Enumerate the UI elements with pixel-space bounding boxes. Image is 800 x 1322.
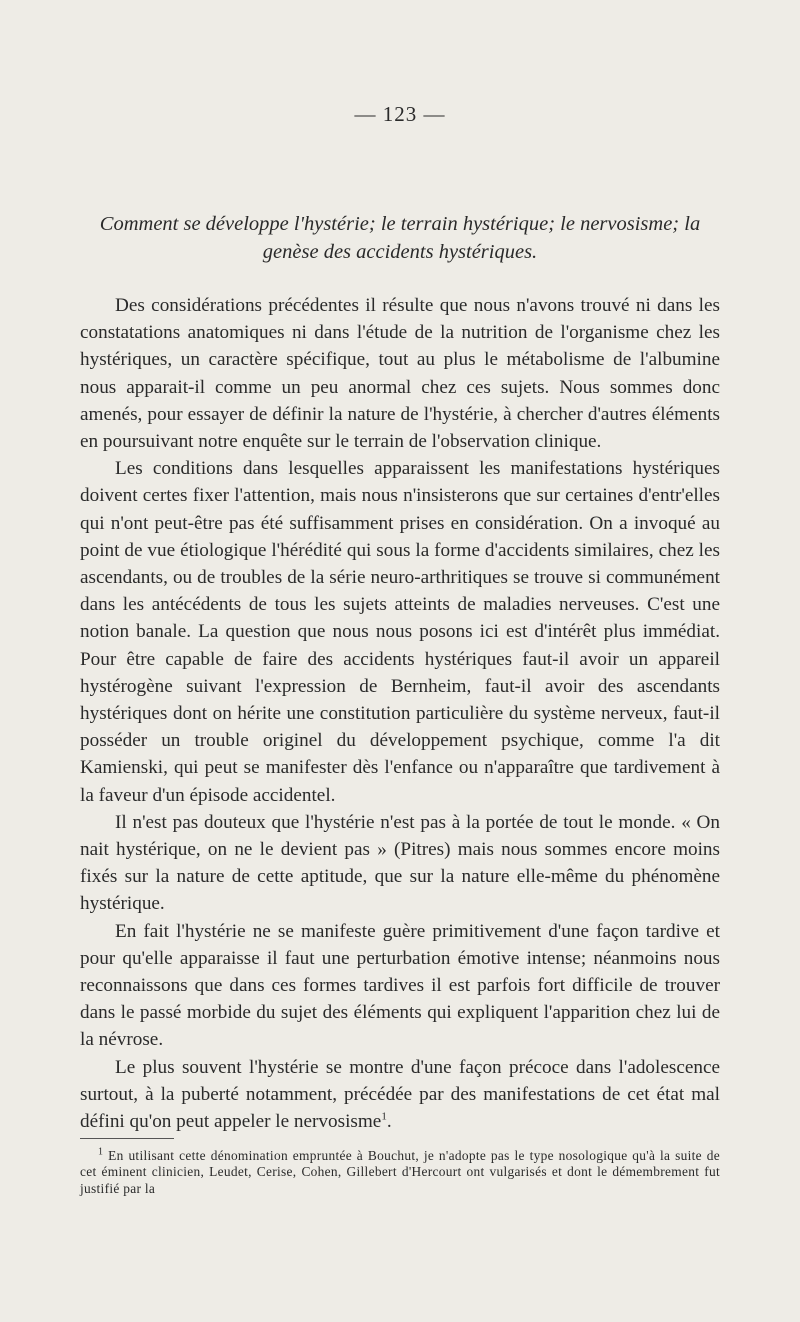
page-number: — 123 — — [354, 102, 446, 126]
paragraph: Le plus souvent l'hystérie se montre d'une façon précoce dans l'adolescence surtout, à la puberté notamment, précédée par des manifestations de cet état mal défini qu'on peut appeler le nervosisme$^1$. — [80, 1056, 720, 1133]
footnote-divider — [80, 1138, 174, 1139]
section-title: Comment se développe l'hystérie; le terrain hystérique; le nervosisme; la genèse des accidents hystériques. — [99, 213, 701, 263]
paragraph: En fait l'hystérie ne se manifeste guère primitivement d'une façon tardive et pour qu'elle apparaisse il faut une perturbation émotive intense; néanmoins nous reconnaissons que dans ces formes tardives il est parfois fort difficile de trouver dans le passé morbide du sujet des éléments qui expliquent l'apparition chez lui de la névrose. — [80, 920, 720, 1051]
footnote-reference: 1 — [381, 1110, 387, 1123]
footnote-marker: 1 — [98, 1146, 104, 1158]
body-text — [80, 292, 720, 1135]
paragraph: Des considérations précédentes il résulte que nous n'avons trouvé ni dans les constatations anatomiques ni dans l'étude de la nutrition de l'organisme chez les hystériques, un caractère spécifique, tout au plus le métabolisme de l'albumine nous apparait-il comme un peu anormal chez ces sujets. Nous sommes donc amenés, pour essayer de définir la nature de l'hystérie, à chercher d'autres éléments en poursuivant notre enquête sur le terrain de l'observation clinique. — [80, 295, 720, 453]
paragraph: Les conditions dans lesquelles apparaissent les manifestations hystériques doivent certes fixer l'attention, mais nous n'insisterons que sur certaines d'entr'elles qui n'ont peut-être pas été suffisamment prises en considération. On a invoqué au point de vue étiologique l'hérédité qui sous la forme d'accidents similaires, chez les ascendants, ou de troubles de la série neuro-arthritiques se trouve si communément dans les antécédents de tous les sujets atteints de maladies nerveuses. C'est une notion banale. La question que nous nous posons ici est d'intérêt plus immédiat. Pour être capable de faire des accidents hystériques faut-il avoir un appareil hystérogène suivant l'expression de Bernheim, faut-il avoir des ascendants hystériques dont on hérite une constitution particulière du système nerveux, faut-il posséder un trouble originel du développement psychique, comme l'a dit Kamienski, qui peut se manifester dès l'enfance ou n'apparaître que tardivement à la faveur d'un épisode accidentel. — [80, 458, 720, 806]
footnote — [80, 1148, 720, 1197]
footnote-text: En utilisant cette dénomination empruntée à Bouchut, je n'adopte pas le type nosologique qu'à la suite de cet éminent clinicien, Leudet, Cerise, Cohen, Gillebert d'Hercourt ont vulgarisés et dont le démembrement fut justifié par la — [80, 1148, 720, 1196]
paragraph-text: Le plus souvent l'hystérie se montre d'une façon précoce dans l'adolescence surtout, à la puberté notamment, précédée par des manifestations de cet état mal défini qu'on peut appeler le nervosisme — [80, 1056, 720, 1133]
footnote-line — [80, 1148, 720, 1197]
paragraph: Il n'est pas douteux que l'hystérie n'est pas à la portée de tout le monde. « On nait hystérique, on ne le devient pas » (Pitres) mais nous sommes encore moins fixés sur la nature de cette aptitude, que sur la nature elle-même du phénomène hystérique. — [80, 811, 720, 915]
